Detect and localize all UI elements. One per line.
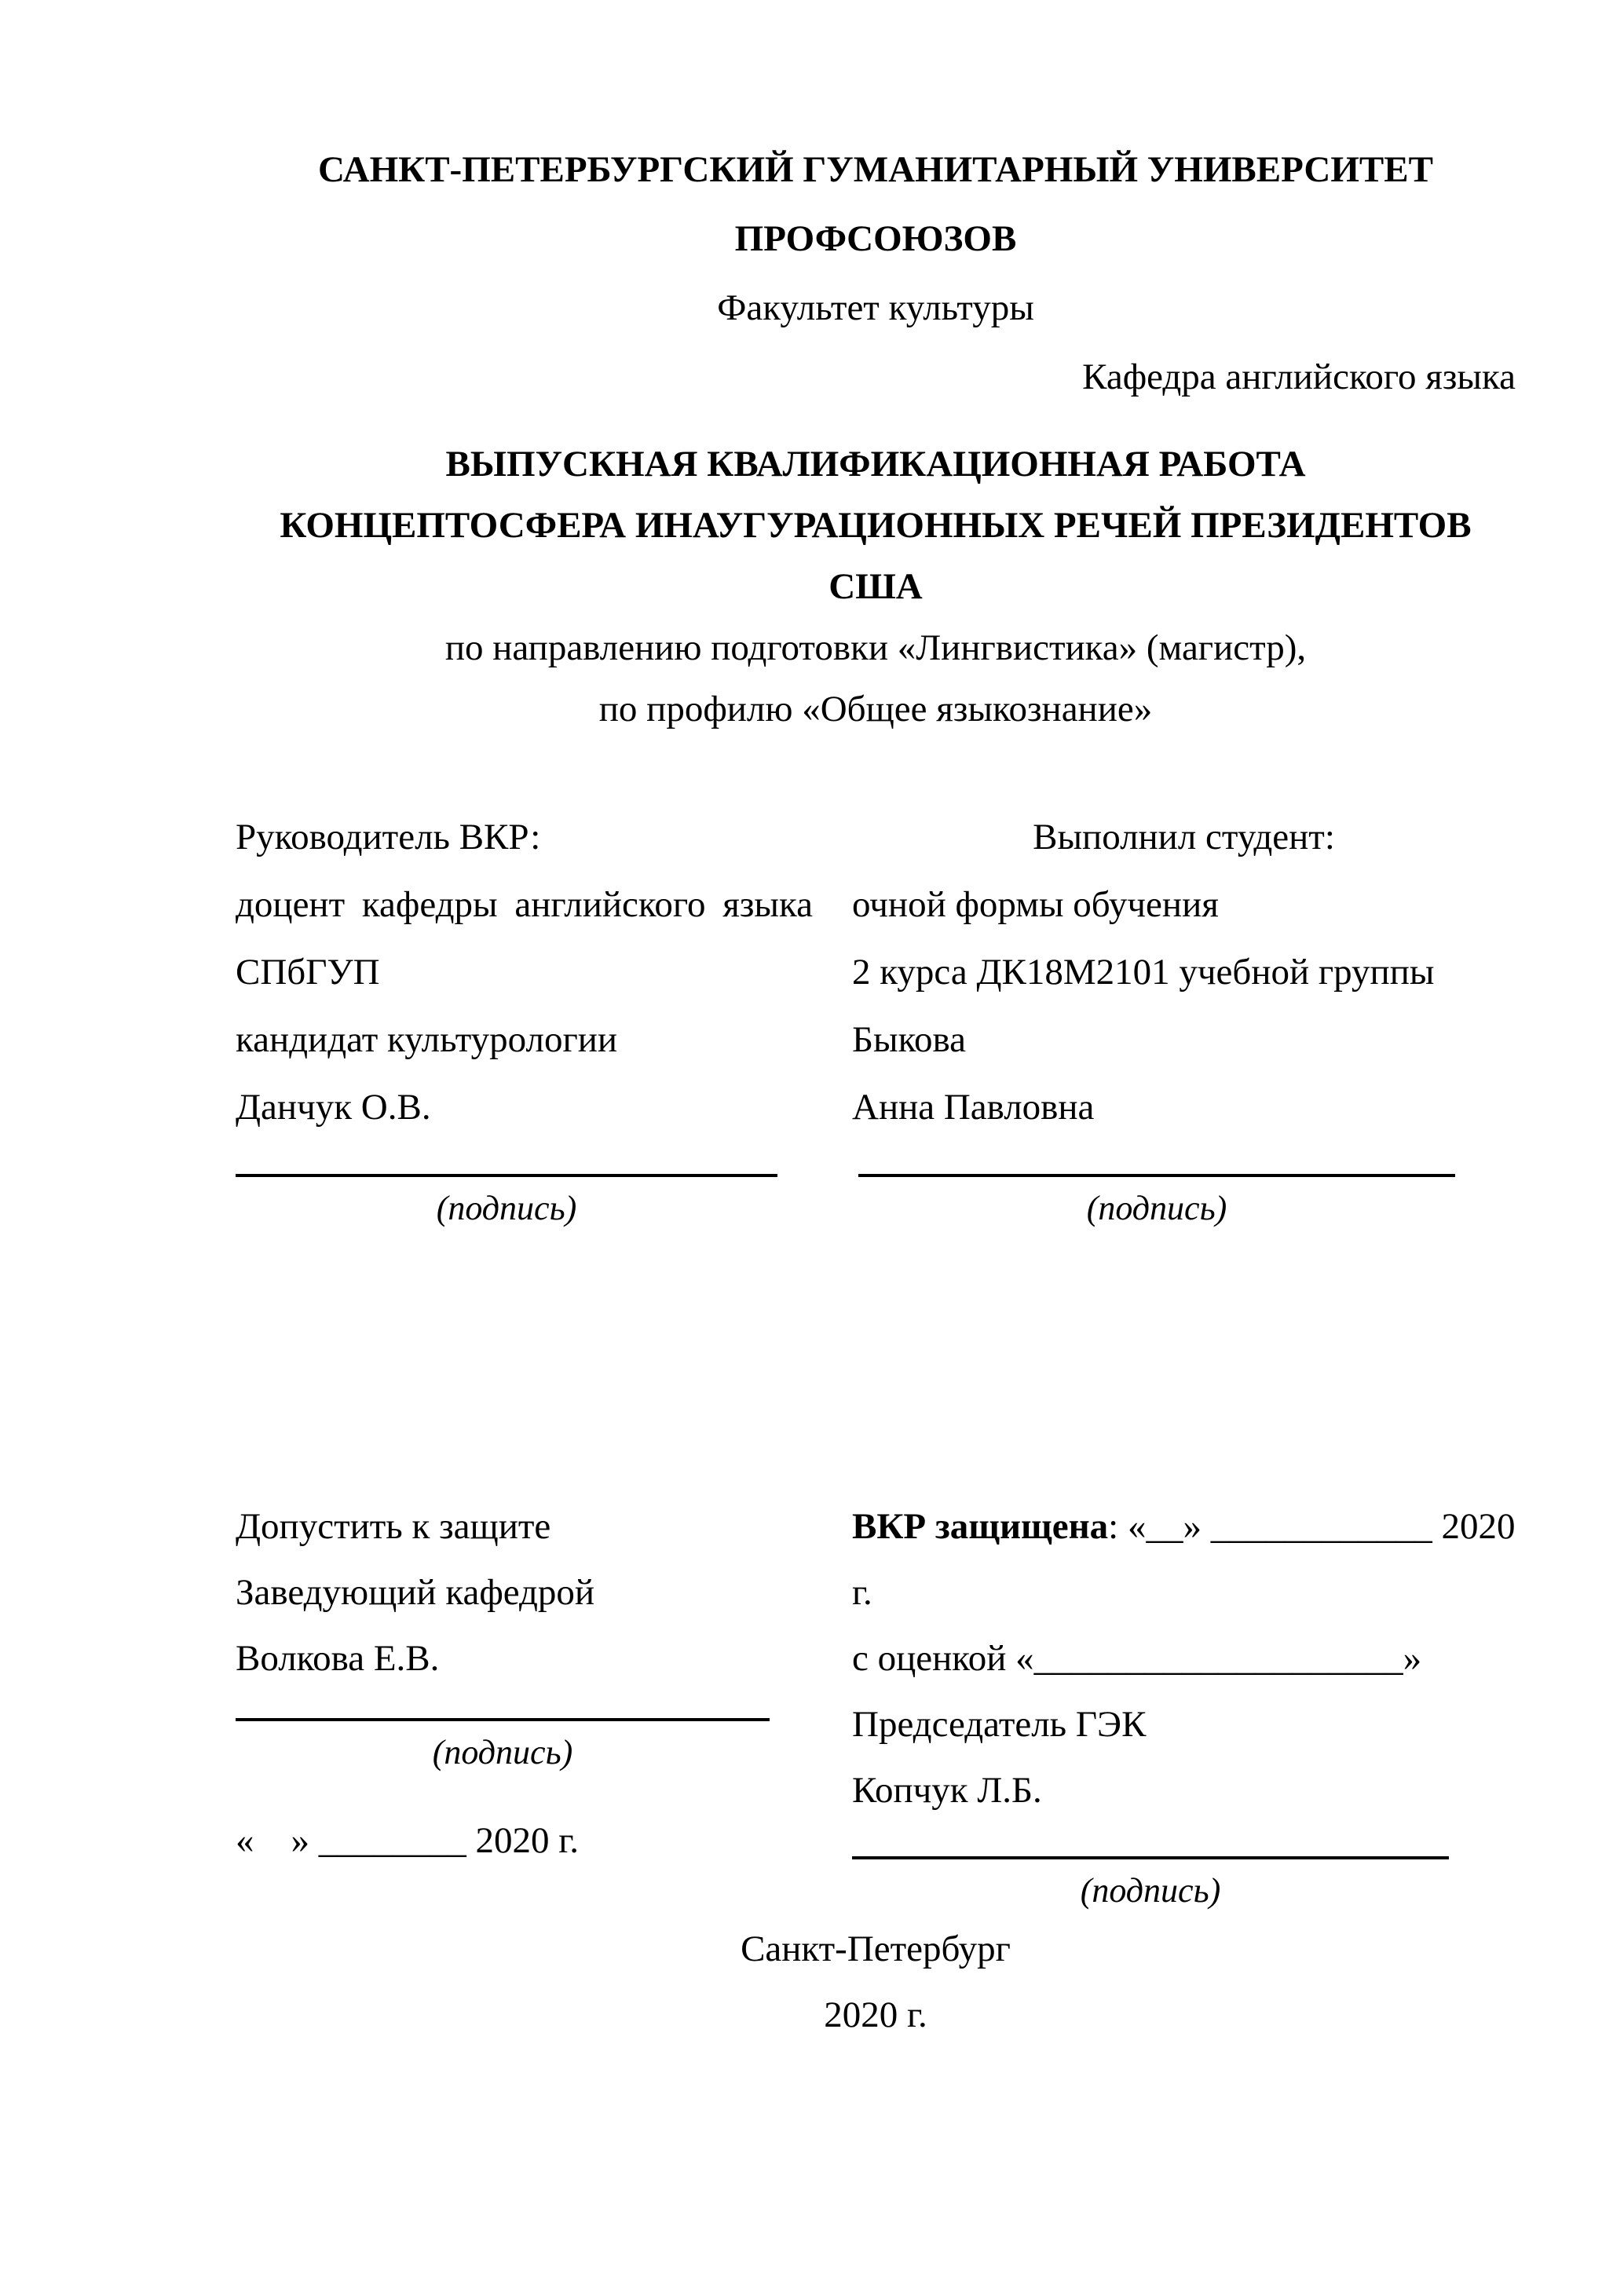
profile-line: по профилю «Общее языкознание» [598,689,1153,729]
defense-block [852,1493,1516,1922]
student-heading: Выполнил студент: [1033,817,1335,857]
defense-prefix: ВКР защищена [852,1506,1109,1547]
work-type-title: ВЫПУСКНАЯ КВАЛИФИКАЦИОННАЯ РАБОТА [445,444,1306,484]
header-block [236,135,1516,411]
work-title: КОНЦЕПТОСФЕРА ИНАУГУРАЦИОННЫХ РЕЧЕЙ ПРЕЗИДЕНТОВ США [280,505,1472,607]
admission-date-line: « » ________ 2020 г. [236,1820,579,1861]
defense-grade-line: с оценкой «____________________» [852,1638,1422,1679]
admission-head-name: Волкова Е.В. [236,1638,440,1679]
supervisor-position: доцент кафедры английского языка [236,884,813,925]
footer-city: Санкт-Петербург [741,1929,1011,1969]
student-group: 2 курса ДК18М2101 учебной группы [852,952,1435,993]
department-name: Кафедра английского языка [1082,356,1516,397]
faculty-name: Факультет культуры [717,287,1034,328]
title-block [236,433,1516,740]
admission-signature-caption: (подпись) [432,1733,573,1771]
student-block [852,803,1516,1240]
supervisor-degree: кандидат культурологии [236,1019,618,1060]
defense-chair-title: Председатель ГЭК [852,1704,1147,1745]
university-name: САНКТ-ПЕТЕРБУРГСКИЙ ГУМАНИТАРНЫЙ УНИВЕРСИТЕТ ПРОФСОЮЗОВ [318,149,1433,259]
supervisor-organization: СПбГУП [236,952,380,993]
student-signature-caption: (подпись) [1086,1189,1227,1227]
admission-line2: Заведующий кафедрой [236,1572,595,1613]
supervisor-name: Данчук О.В. [236,1087,431,1128]
admission-block [236,1493,813,1874]
program-line: по направлению подготовки «Лингвистика» (магистр), [444,627,1307,668]
defense-chair-name: Копчук Л.Б. [852,1770,1042,1811]
defense-signature-caption: (подпись) [1080,1871,1221,1910]
student-study-form: очной формы обучения [852,884,1219,925]
supervisor-heading: Руководитель ВКР: [236,817,541,857]
supervisor-block [236,803,813,1240]
student-name-patronymic: Анна Павловна [852,1087,1095,1128]
admission-line1: Допустить к защите [236,1506,551,1547]
defense-date-line [852,1493,1516,1625]
supervisor-signature-caption: (подпись) [436,1189,577,1227]
footer-block [236,1916,1516,2048]
student-surname: Быкова [852,1019,966,1060]
defense-date-rest: : «__» ____________ 2020 г. [852,1506,1516,1613]
footer-year: 2020 г. [824,1994,927,2035]
